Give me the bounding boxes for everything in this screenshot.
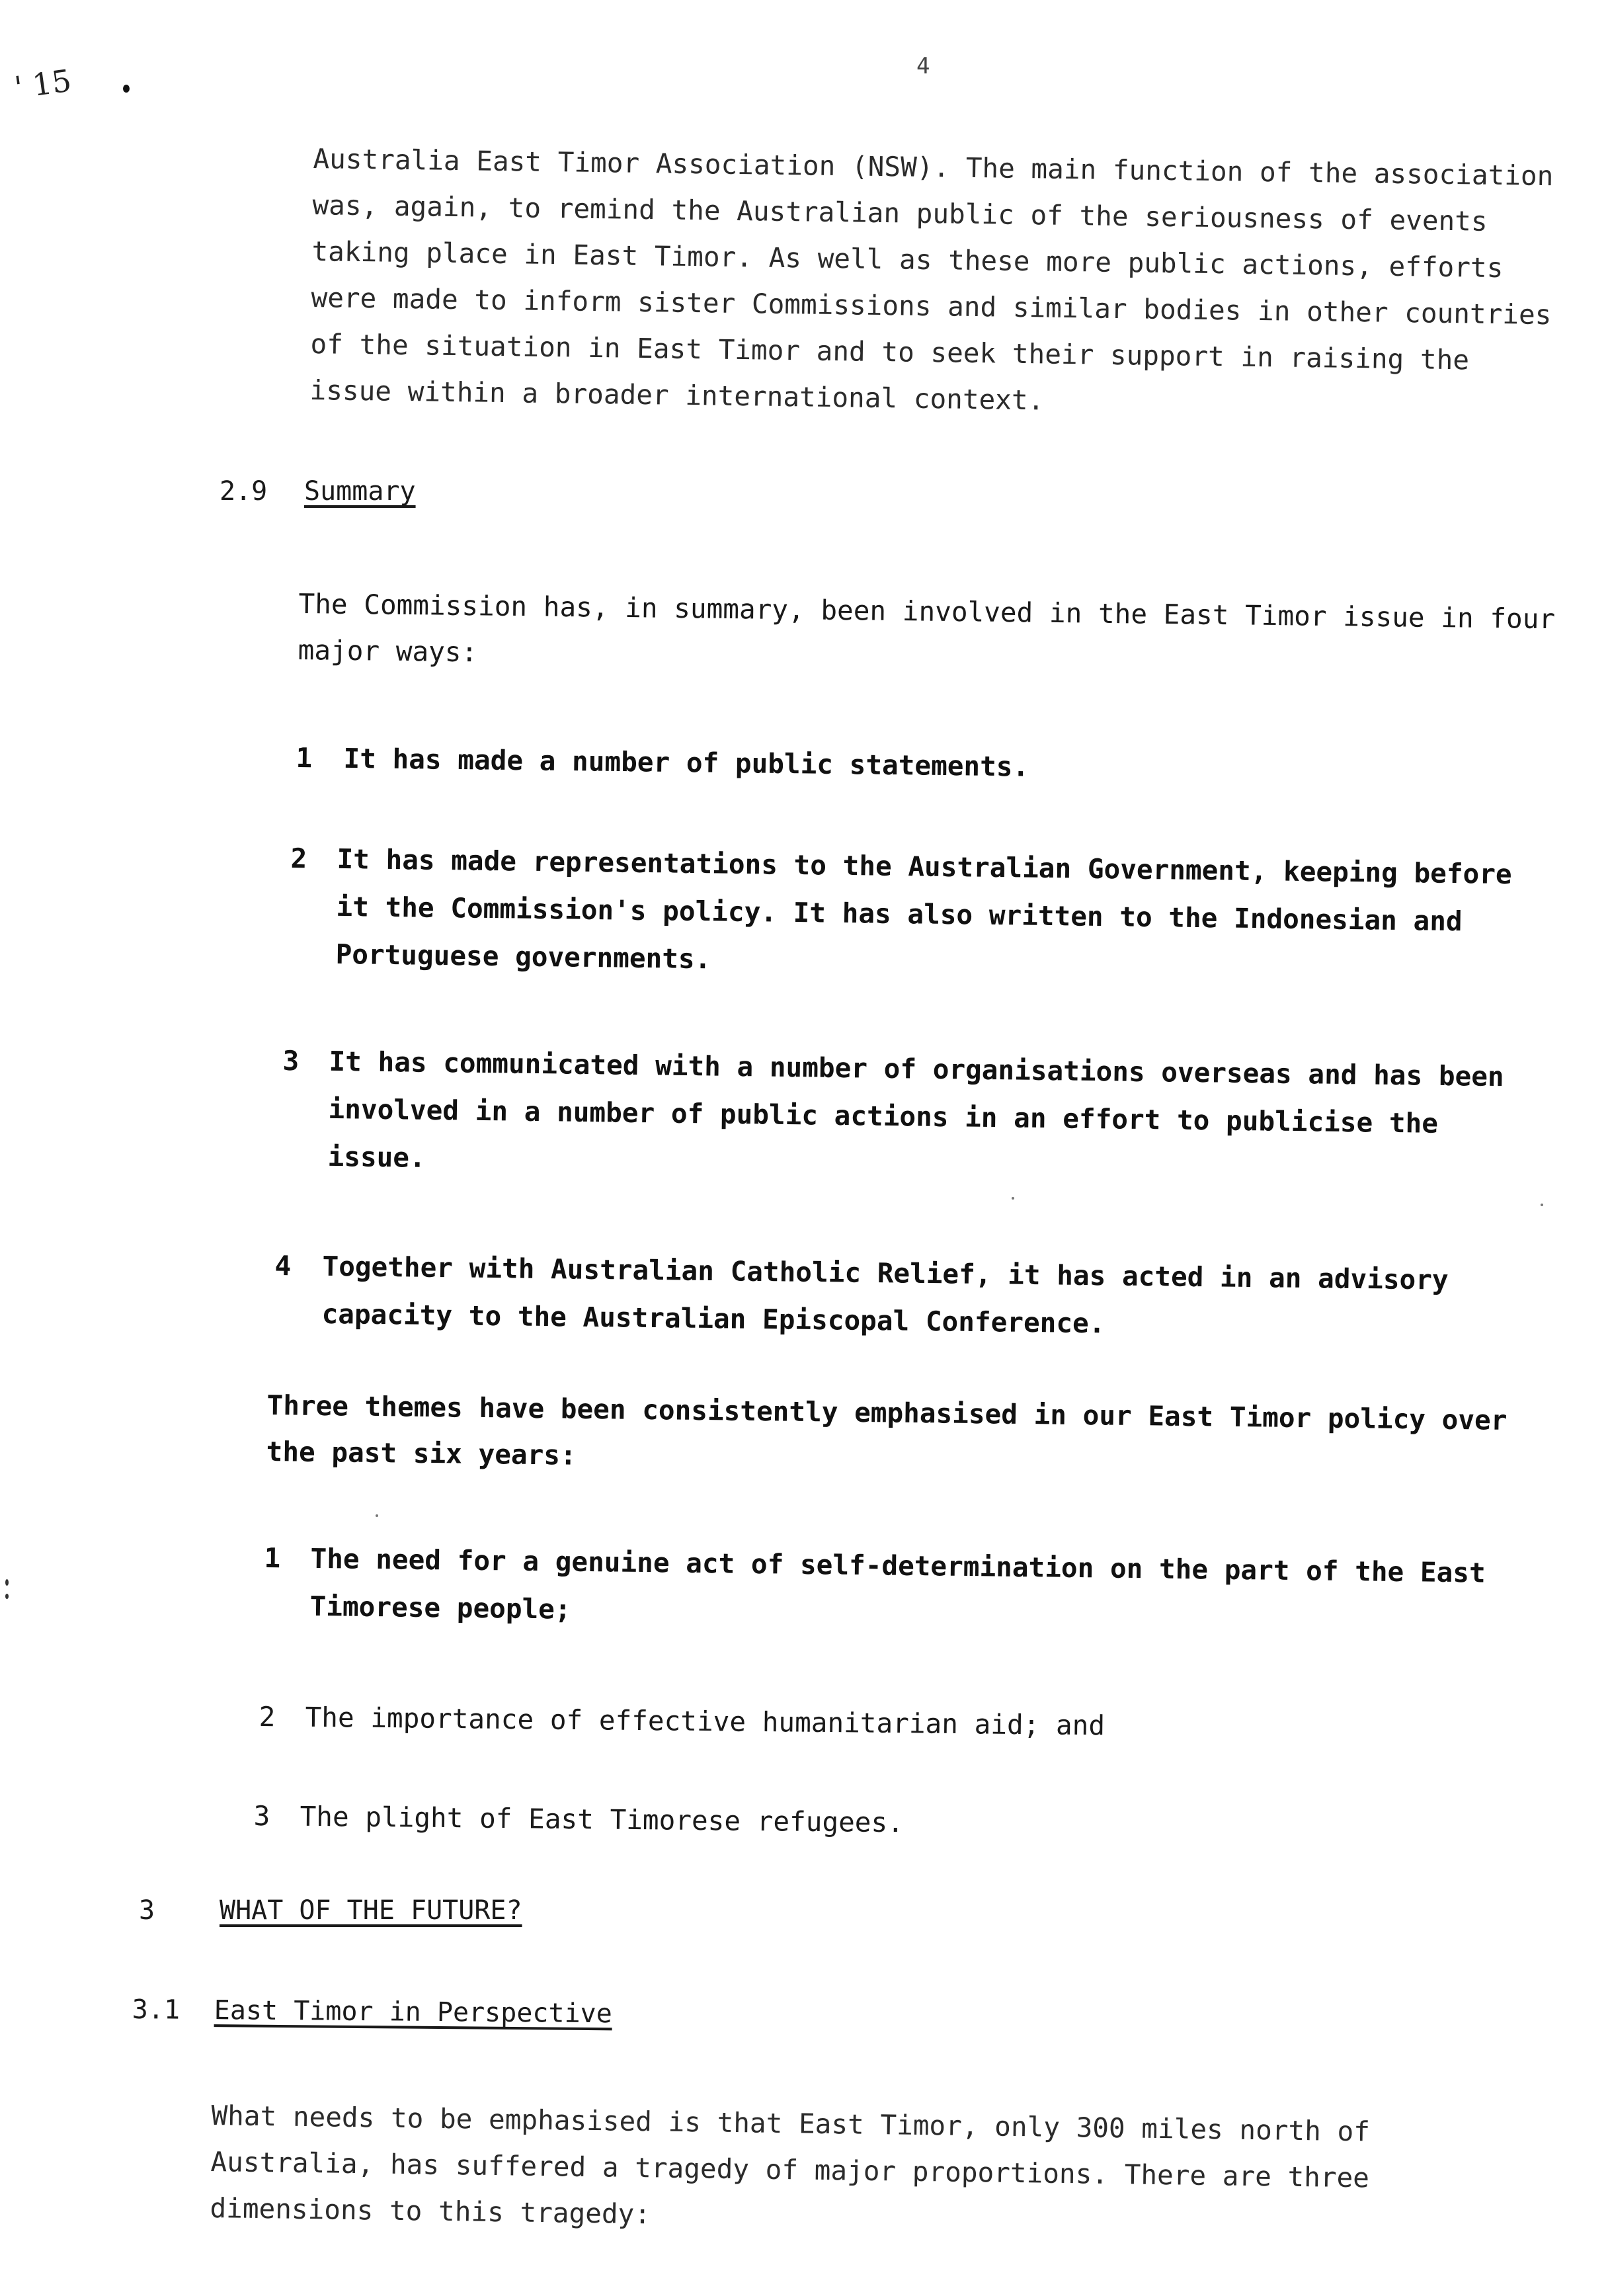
theme-item xyxy=(253,1792,1510,1858)
list-text xyxy=(321,1243,1449,1352)
text-line: What needs to be emphasised is that East Timor, only 300 miles north of xyxy=(211,2099,1371,2148)
text-line: It has made representations to the Australian Government, keeping before xyxy=(337,842,1512,891)
list-item xyxy=(296,734,1552,802)
list-number: 2 xyxy=(259,1700,276,1733)
themes-intro xyxy=(266,1382,1508,1490)
scan-speck xyxy=(123,85,130,93)
section-heading-3 xyxy=(139,1895,522,1926)
text-line: issue within a broader international context. xyxy=(309,374,1045,417)
text-line: it the Commission's policy. It has also written to the Indonesian and xyxy=(336,890,1463,938)
section-number: 2.9 xyxy=(220,476,268,507)
text-line: involved in a number of public actions in an effort to publicise the xyxy=(328,1092,1439,1139)
text-line: of the situation in East Timor and to seek their support in raising the xyxy=(310,327,1470,376)
scan-speck xyxy=(5,1594,9,1599)
text-line: Timorese people; xyxy=(309,1590,571,1625)
text-line: The plight of East Timorese refugees. xyxy=(300,1800,904,1839)
list-number: 3 xyxy=(282,1044,300,1077)
text-line: major ways: xyxy=(298,634,478,669)
summary-intro xyxy=(298,581,1555,688)
section-title: WHAT OF THE FUTURE? xyxy=(220,1895,522,1926)
list-item xyxy=(289,835,1547,1003)
list-item xyxy=(274,1242,1545,1363)
text-line: It has made a number of public statements. xyxy=(343,742,1029,783)
scan-speck xyxy=(1012,1197,1014,1200)
corner-mark: ' 15 xyxy=(12,62,74,106)
section-heading-2-9 xyxy=(220,476,416,507)
text-line: the past six years: xyxy=(266,1435,577,1471)
list-text xyxy=(335,835,1512,993)
list-number: 1 xyxy=(296,741,313,774)
list-text xyxy=(305,1694,1105,1750)
text-line: It has communicated with a number of organisations overseas and has been xyxy=(329,1045,1504,1093)
list-number: 4 xyxy=(274,1249,292,1282)
text-line: Together with Australian Catholic Relief, it has acted in an advisory xyxy=(322,1250,1449,1296)
list-item xyxy=(281,1037,1552,1206)
text-line: capacity to the Australian Episcopal Conference. xyxy=(321,1297,1106,1340)
text-line: Three themes have been consistently emphasised in our East Timor policy over xyxy=(266,1389,1508,1436)
perspective-paragraph xyxy=(210,2092,1370,2247)
text-line: dimensions to this tragedy: xyxy=(210,2192,651,2231)
text-line: The Commission has, in summary, been involved in the East Timor issue in four xyxy=(298,587,1556,636)
intro-paragraph xyxy=(309,136,1554,430)
text-line: was, again, to remind the Australian public of the seriousness of events xyxy=(312,188,1488,237)
scan-speck xyxy=(376,1514,378,1517)
list-number: 2 xyxy=(290,842,307,875)
list-number: 3 xyxy=(253,1799,270,1832)
text-line: Australia, has suffered a tragedy of major proportions. There are three xyxy=(210,2145,1370,2194)
theme-item xyxy=(263,1534,1521,1655)
section-title: Summary xyxy=(304,476,416,507)
text-line: were made to inform sister Commissions and similar bodies in other countries xyxy=(311,281,1552,331)
list-text xyxy=(300,1793,904,1847)
section-title: East Timor in Perspective xyxy=(214,1995,613,2030)
section-number: 3.1 xyxy=(132,1994,181,2026)
text-line: taking place in East Timor. As well as these more public actions, efforts xyxy=(311,235,1504,284)
text-line: issue. xyxy=(327,1140,426,1174)
list-number: 1 xyxy=(264,1541,281,1575)
text-line: Australia East Timor Association (NSW). The main function of the association xyxy=(313,142,1554,192)
list-text xyxy=(343,735,1029,791)
list-text xyxy=(309,1535,1486,1645)
text-line: Portuguese governments. xyxy=(335,938,711,975)
text-line: The need for a genuine act of self-determination on the part of the East xyxy=(310,1542,1486,1589)
section-heading-3-1 xyxy=(132,1994,612,2029)
theme-item xyxy=(259,1693,1515,1759)
text-line: The importance of effective humanitarian aid; and xyxy=(305,1701,1106,1742)
page-number: 4 xyxy=(916,53,930,79)
scan-speck xyxy=(1541,1204,1543,1206)
scan-speck xyxy=(5,1579,9,1586)
list-text xyxy=(327,1038,1504,1196)
section-number: 3 xyxy=(139,1895,155,1926)
